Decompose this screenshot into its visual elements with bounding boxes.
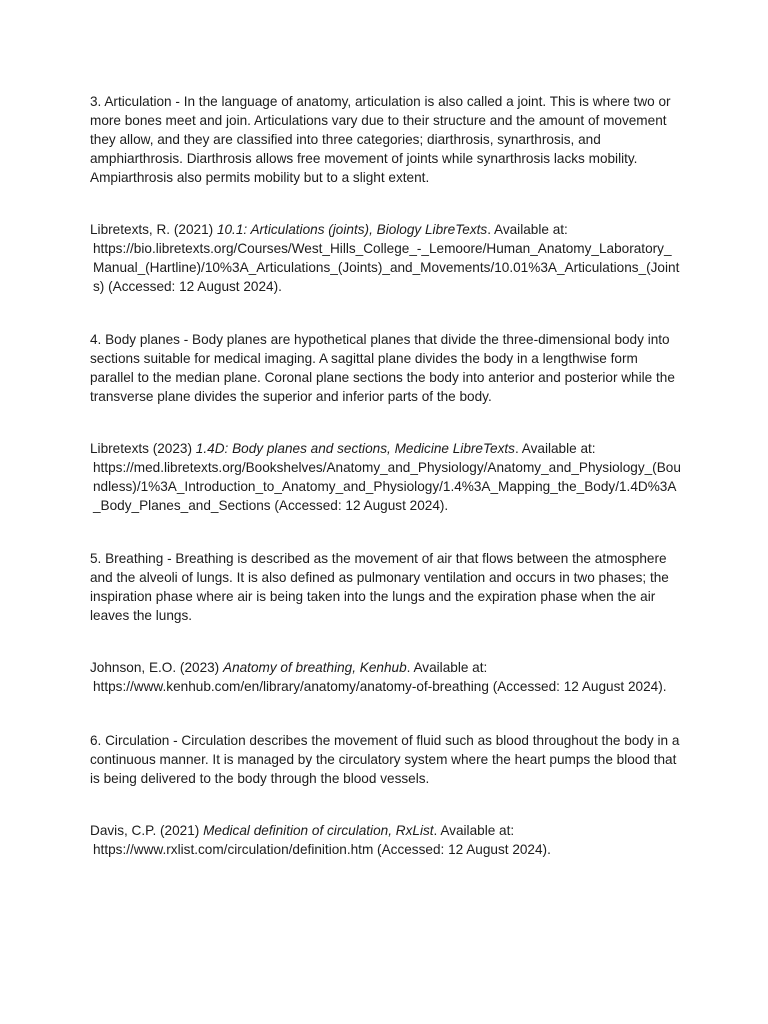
reference-title: Medical definition of circulation <box>203 823 389 838</box>
reference-available: . Available at: <box>487 222 568 237</box>
reference-source: RxList <box>395 823 434 838</box>
reference-title: Anatomy of breathing <box>223 660 353 675</box>
reference-author: Johnson, E.O. (2023) <box>90 660 223 675</box>
reference-breathing <box>90 658 682 696</box>
reference-circulation <box>90 821 682 859</box>
reference-url: https://bio.libretexts.org/Courses/West_Hills_College_-_Lemoore/Human_Anatomy_Laboratory_Manual_(Hartline)/10%3A_Articulations_(Joints)_and_Movements/10.01%3A_Articulations_(Joints) (Accessed: 12 August 2024). <box>93 241 680 294</box>
reference-source: Biology LibreTexts <box>376 222 488 237</box>
reference-available: . Available at: <box>514 441 596 456</box>
reference-citation <box>90 658 682 677</box>
reference-separator: , <box>352 660 360 675</box>
reference-body-planes <box>90 439 682 515</box>
definition-articulation: 3. Articulation - In the language of anatomy, articulation is also called a joint. This is where two or more bones meet and join. Articulations vary due to their structure and the amount of movement they allow, and they are classified into three categories; diarthrosis, synarthrosis, and amphiarthrosis. Diarthrosis allows free movement of joints while synarthrosis lacks mobility. Ampiarthrosis also permits mobility but to a slight extent. <box>90 94 671 185</box>
reference-source: Kenhub <box>359 660 407 675</box>
reference-title: 1.4D: Body planes and sections <box>195 441 387 456</box>
reference-separator: , <box>369 222 377 237</box>
reference-url: https://www.rxlist.com/circulation/definition.htm (Accessed: 12 August 2024). <box>93 842 551 857</box>
reference-source: Medicine LibreTexts <box>394 441 515 456</box>
reference-citation <box>90 439 682 458</box>
reference-available: . Available at: <box>433 823 515 838</box>
reference-separator: , <box>388 823 396 838</box>
definition-body-planes: 4. Body planes - Body planes are hypothetical planes that divide the three-dimensional body into sections suitable for medical imaging. A sagittal plane divides the body in a lengthwise form parallel to the median plane. Coronal plane sections the body into anterior and posterior while the transverse plane divides the superior and inferior parts of the body. <box>90 332 675 404</box>
reference-url: https://www.kenhub.com/en/library/anatomy/anatomy-of-breathing (Accessed: 12 August 2024). <box>93 679 667 694</box>
reference-author: Libretexts, R. (2021) <box>90 222 217 237</box>
reference-citation <box>90 821 682 840</box>
reference-author: Davis, C.P. (2021) <box>90 823 204 838</box>
reference-title: 10.1: Articulations (joints) <box>216 222 370 237</box>
reference-separator: , <box>387 441 395 456</box>
reference-citation <box>90 220 682 239</box>
reference-url: https://med.libretexts.org/Bookshelves/Anatomy_and_Physiology/Anatomy_and_Physiology_(Boundless)/1%3A_Introduction_to_Anatomy_and_Physiology/1.4%3A_Mapping_the_Body/1.4D%3A_Body_Planes_and_Sections (Accessed: 12 August 2024). <box>93 460 681 513</box>
definition-circulation: 6. Circulation - Circulation describes the movement of fluid such as blood throughout the body in a continuous manner. It is managed by the circulatory system where the heart pumps the blood that is being delivered to the body through the blood vessels. <box>90 733 680 786</box>
reference-available: . Available at: <box>406 660 488 675</box>
reference-articulation <box>90 220 682 296</box>
definition-breathing: 5. Breathing - Breathing is described as the movement of air that flows between the atmosphere and the alveoli of lungs. It is also defined as pulmonary ventilation and occurs in two phases; the inspiration phase where air is being taken into the lungs and the expiration phase when the air leaves the lungs. <box>90 551 669 623</box>
reference-author: Libretexts (2023) <box>90 441 196 456</box>
